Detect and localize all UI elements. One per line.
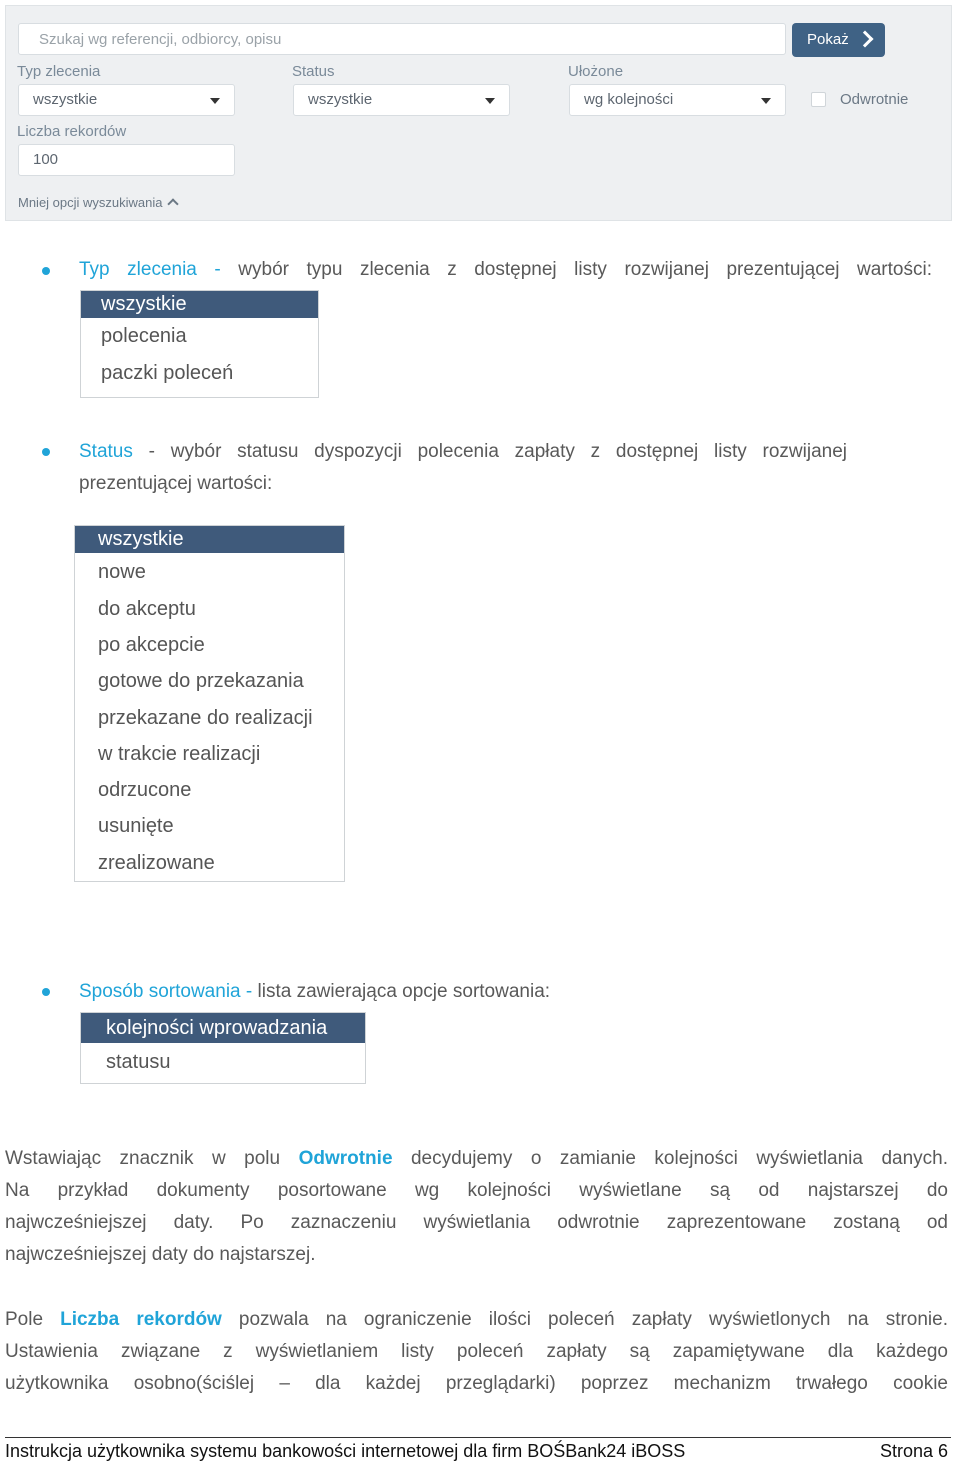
list-option: wszystkie	[75, 526, 344, 553]
sort-label: Ułożone	[568, 63, 624, 80]
status-term: Status	[79, 441, 133, 462]
sort-bullet-text: Sposób sortowania - lista zawierająca opcje sortowania:	[79, 981, 551, 1002]
list-option: zrealizowane	[98, 852, 215, 874]
list-option: paczki poleceń	[101, 362, 234, 384]
chevron-up-icon	[167, 198, 178, 209]
list-option: wszystkie	[81, 291, 318, 318]
list-option: po akcepcie	[98, 634, 205, 656]
reverse-term: Odwrotnie	[298, 1148, 393, 1169]
sort-term: Sposób sortowania	[79, 981, 241, 1002]
status-bullet-line1: Status - wybór statusu dyspozycji polecenia zapłaty z dostępnej listy rozwijanej	[79, 441, 847, 462]
type-select-value: wszystkie	[33, 91, 98, 108]
type-label: Typ zlecenia	[17, 63, 101, 80]
status-select[interactable]	[293, 84, 510, 116]
reverse-label: Odwrotnie	[840, 91, 909, 108]
reverse-checkbox[interactable]	[811, 92, 826, 107]
sort-options-list	[80, 1012, 366, 1084]
records-input[interactable]	[18, 144, 235, 176]
status-label: Status	[292, 63, 335, 80]
paragraph-line: najwcześniejszej daty. Po zaznaczeniu wyświetlania odwrotnie zaprezentowane zostaną od	[5, 1212, 948, 1233]
show-button[interactable]	[792, 23, 885, 57]
status-select-value: wszystkie	[308, 91, 373, 108]
paragraph-line: Pole Liczba rekordów pozwala na ograniczenie ilości poleceń zapłaty wyświetlonych na stronie.	[5, 1309, 949, 1330]
paragraph-line: Na przykład dokumenty posortowane wg kolejności wyświetlane są od najstarszej do	[5, 1180, 948, 1201]
list-option: polecenia	[101, 325, 187, 347]
chevron-right-icon	[857, 31, 874, 48]
bullet-icon	[42, 267, 50, 275]
list-option: do akceptu	[98, 598, 196, 620]
list-option: gotowe do przekazania	[98, 670, 304, 692]
sort-description: lista zawierająca opcje sortowania:	[257, 981, 551, 1002]
list-option: przekazane do realizacji	[98, 707, 313, 729]
page-number: Strona 6	[879, 1441, 948, 1461]
less-options-link[interactable]	[18, 195, 177, 210]
footer-title: Instrukcja użytkownika systemu bankowości internetowej dla firm BOŚBank24 iBOSS	[5, 1441, 686, 1461]
paragraph-line: najwcześniejszej daty do najstarszej.	[5, 1244, 316, 1265]
list-option: w trakcie realizacji	[98, 743, 261, 765]
paragraph-line: Ustawienia związane z wyświetlaniem listy poleceń zapłaty są zapamiętywane dla każdego	[5, 1341, 948, 1362]
status-bullet-line2: prezentującej wartości:	[79, 473, 273, 494]
records-input-value: 100	[33, 151, 59, 168]
sort-select-value: wg kolejności	[584, 91, 674, 108]
caret-down-icon	[210, 98, 220, 104]
type-bullet-text: Typ zlecenia - wybór typu zlecenia z dostępnej listy rozwijanej prezentującej wartości:	[79, 259, 932, 280]
list-option: kolejności wprowadzania	[81, 1013, 365, 1043]
search-panel	[5, 5, 952, 221]
caret-down-icon	[761, 98, 771, 104]
paragraph-line: Wstawiając znacznik w polu Odwrotnie decydujemy o zamianie kolejności wyświetlania danych.	[5, 1148, 948, 1169]
less-options-label: Mniej opcji wyszukiwania	[18, 195, 163, 210]
status-description: wybór statusu dyspozycji polecenia zapłaty z dostępnej listy rozwijanej	[170, 441, 847, 462]
status-options-list	[74, 525, 345, 882]
show-button-label: Pokaż	[807, 31, 849, 48]
bullet-icon	[42, 448, 50, 456]
reverse-paragraph	[5, 1143, 948, 1271]
bullet-icon	[42, 988, 50, 996]
type-select[interactable]	[18, 84, 235, 116]
list-option: nowe	[98, 561, 146, 583]
records-term: Liczba rekordów	[60, 1309, 222, 1330]
paragraph-line: użytkownika osobno(ściślej – dla każdej przeglądarki) poprzez mechanizm trwałego cookie	[5, 1373, 948, 1394]
type-description: wybór typu zlecenia z dostępnej listy rozwijanej prezentującej wartości:	[238, 259, 932, 280]
caret-down-icon	[485, 98, 495, 104]
list-option: statusu	[106, 1051, 171, 1073]
type-term: Typ zlecenia	[79, 259, 197, 280]
records-paragraph	[5, 1304, 948, 1400]
records-label: Liczba rekordów	[17, 123, 127, 140]
footer-divider	[5, 1437, 951, 1438]
type-options-list	[80, 290, 319, 398]
list-option: odrzucone	[98, 779, 192, 801]
search-input[interactable]	[18, 23, 786, 55]
sort-select[interactable]	[569, 84, 786, 116]
list-option: usunięte	[98, 815, 174, 837]
